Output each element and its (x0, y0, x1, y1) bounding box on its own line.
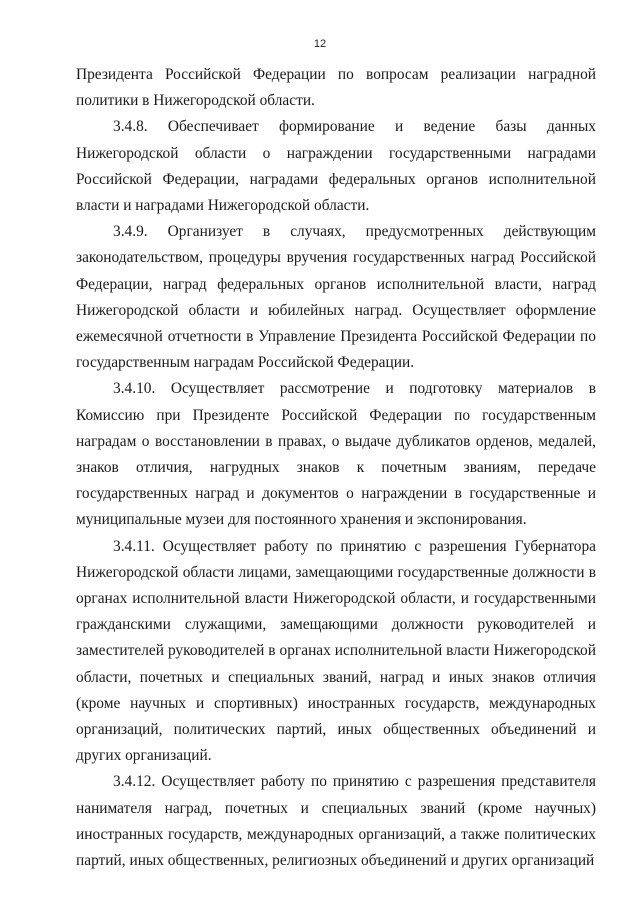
document-body (76, 62, 596, 874)
paragraph-3-4-9: 3.4.9. Организует в случаях, предусмотренных действующим законодательством, процедуры вручения государственных наград Российской Федерации, наград федеральных органов исполнительной власти, наград Нижегородской области и юбилейных наград. Осуществляет оформление ежемесячной отчетности в Управление Президента Российской Федерации по государственным наградам Российской Федерации. (76, 223, 596, 372)
paragraph-3-4-11: 3.4.11. Осуществляет работу по принятию с разрешения Губернатора Нижегородской области лицами, замещающими государственные должности в органах исполнительной власти Нижегородской области, и государственными гражданскими служащими, замещающими должности руководителей и заместителей руководителей в органах исполнительной власти Нижегородской области, почетных и специальных званий, наград и иных знаков отличия (кроме научных и спортивных) иностранных государств, международных организаций, политических партий, иных общественных объединений и других организаций. (76, 537, 596, 765)
paragraph-3-4-8: 3.4.8. Обеспечивает формирование и ведение базы данных Нижегородской области о награждении государственными наградами Российской Федерации, наградами федеральных органов исполнительной власти и наградами Нижегородской области. (76, 118, 596, 215)
paragraph-3-4-10: 3.4.10. Осуществляет рассмотрение и подготовку материалов в Комиссию при Президенте Российской Федерации по государственным наградам о восстановлении в правах, о выдаче дубликатов орденов, медалей, знаков отличия, нагрудных знаков к почетным званиям, передаче государственных наград и документов о награждении в государственные и муниципальные музеи для постоянного хранения и экспонирования. (76, 380, 596, 529)
page-number: 12 (313, 38, 327, 50)
paragraph-continuation: Президента Российской Федерации по вопросам реализации наградной политики в Нижегородской области. (76, 66, 596, 110)
paragraph-3-4-12: 3.4.12. Осуществляет работу по принятию с разрешения представителя нанимателя наград, почетных и специальных званий (кроме научных) иностранных государств, международных организаций, а также политических партий, иных общественных, религиозных объединений и других организаций (76, 773, 596, 870)
